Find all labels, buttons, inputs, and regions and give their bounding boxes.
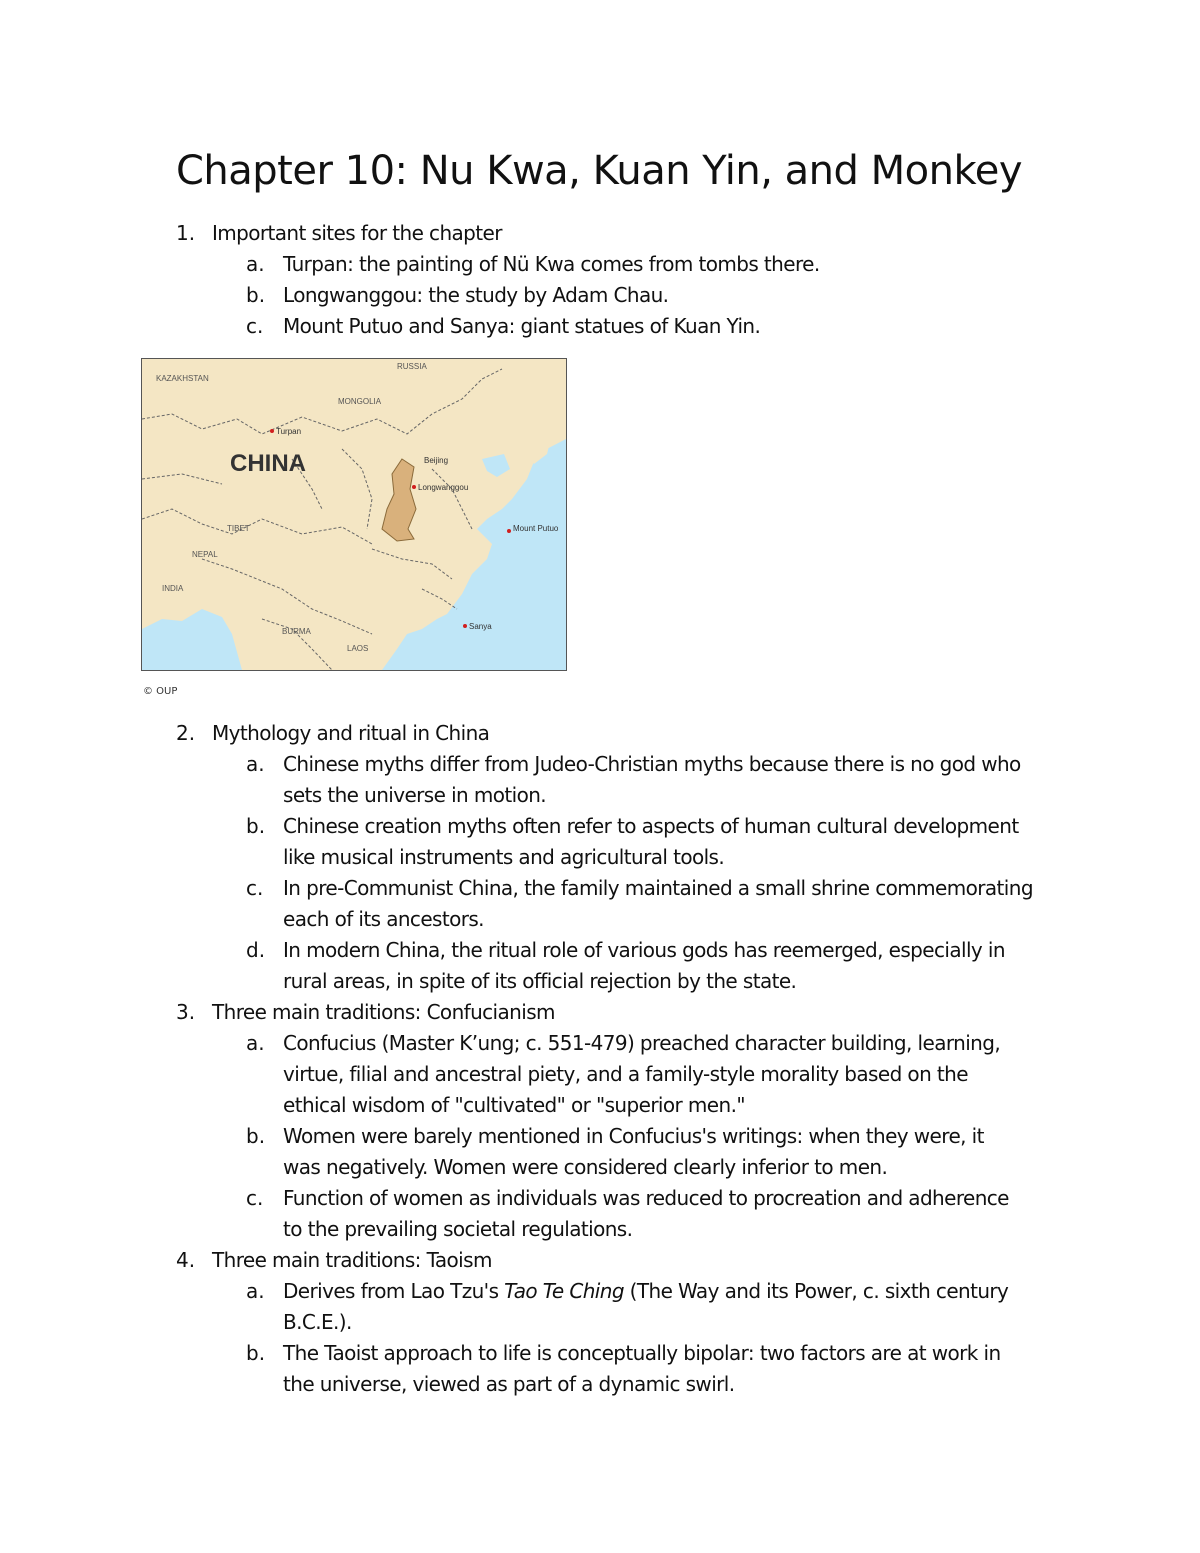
item-text: Confucius (Master K’ung; c. 551-479) preached character building, learning, — [283, 1031, 1001, 1055]
section-heading: Three main traditions: Confucianism — [212, 1000, 555, 1024]
map-site-longwanggou: Longwanggou — [418, 483, 469, 492]
item-text: Chinese creation myths often refer to aspects of human cultural development — [283, 814, 1019, 838]
item-text: virtue, filial and ancestral piety, and a family-style morality based on the — [283, 1062, 968, 1086]
item-text-post: (The Way and its Power, c. sixth century — [623, 1279, 1009, 1303]
map-label-kazakhstan: KAZAKHSTAN — [156, 374, 209, 383]
item-text: B.C.E.). — [283, 1310, 352, 1334]
item-text: The Taoist approach to life is conceptually bipolar: two factors are at work in — [283, 1341, 1001, 1365]
item-letter: c. — [246, 876, 264, 900]
item-text: Mount Putuo and Sanya: giant statues of Kuan Yin. — [283, 314, 761, 338]
map-site-sanya: Sanya — [469, 622, 492, 631]
item-text — [283, 1276, 1008, 1307]
item-letter: d. — [246, 938, 266, 962]
section-number: 4. — [176, 1248, 196, 1272]
item-letter: a. — [246, 252, 265, 276]
item-letter: b. — [246, 1124, 266, 1148]
book-title: Tao Te Ching — [504, 1279, 624, 1303]
item-text: rural areas, in spite of its official rejection by the state. — [283, 969, 797, 993]
item-text: like musical instruments and agricultural tools. — [283, 845, 725, 869]
map-site-turpan: Turpan — [276, 427, 302, 436]
page-title: Chapter 10: Nu Kwa, Kuan Yin, and Monkey — [176, 148, 1022, 194]
site-dot-icon — [463, 624, 467, 628]
section-number: 2. — [176, 721, 196, 745]
item-text: Longwanggou: the study by Adam Chau. — [283, 283, 669, 307]
item-text: Turpan: the painting of Nü Kwa comes from tombs there. — [283, 252, 820, 276]
map-label-india: INDIA — [162, 584, 184, 593]
map-label-laos: LAOS — [347, 644, 369, 653]
site-dot-icon — [270, 429, 274, 433]
item-text: the universe, viewed as part of a dynamic swirl. — [283, 1372, 735, 1396]
item-text: Chinese myths differ from Judeo-Christian myths because there is no god who — [283, 752, 1021, 776]
item-text: was negatively. Women were considered clearly inferior to men. — [283, 1155, 888, 1179]
map-label-nepal: NEPAL — [192, 550, 218, 559]
item-text-pre: Derives from Lao Tzu's — [283, 1279, 505, 1303]
item-letter: c. — [246, 314, 264, 338]
item-text: In pre-Communist China, the family maintained a small shrine commemorating — [283, 876, 1033, 900]
section-number: 1. — [176, 221, 196, 245]
item-letter: a. — [246, 1279, 265, 1303]
china-map — [141, 358, 567, 671]
map-credit: © OUP — [143, 686, 178, 697]
item-text: ethical wisdom of "cultivated" or "superior men." — [283, 1093, 745, 1117]
item-text: In modern China, the ritual role of various gods has reemerged, especially in — [283, 938, 1005, 962]
item-text: each of its ancestors. — [283, 907, 484, 931]
section-number: 3. — [176, 1000, 196, 1024]
item-text: sets the universe in motion. — [283, 783, 547, 807]
site-dot-icon — [412, 485, 416, 489]
map-label-china: CHINA — [230, 450, 306, 477]
item-letter: c. — [246, 1186, 264, 1210]
section-heading: Mythology and ritual in China — [212, 721, 490, 745]
item-text: Women were barely mentioned in Confucius's writings: when they were, it — [283, 1124, 984, 1148]
item-text: Function of women as individuals was reduced to procreation and adherence — [283, 1186, 1009, 1210]
item-text: to the prevailing societal regulations. — [283, 1217, 633, 1241]
map-site-beijing: Beijing — [424, 456, 449, 465]
site-dot-icon — [507, 529, 511, 533]
item-letter: b. — [246, 1341, 266, 1365]
item-letter: a. — [246, 752, 265, 776]
section-heading: Important sites for the chapter — [212, 221, 502, 245]
map-label-mongolia: MONGOLIA — [338, 397, 382, 406]
section-heading: Three main traditions: Taoism — [212, 1248, 492, 1272]
map-site-mount-putuo: Mount Putuo — [513, 524, 559, 533]
map-label-burma: BURMA — [282, 627, 311, 636]
item-letter: a. — [246, 1031, 265, 1055]
map-label-tibet: TIBET — [227, 524, 250, 533]
item-letter: b. — [246, 283, 266, 307]
item-letter: b. — [246, 814, 266, 838]
map-label-russia: RUSSIA — [397, 362, 427, 371]
